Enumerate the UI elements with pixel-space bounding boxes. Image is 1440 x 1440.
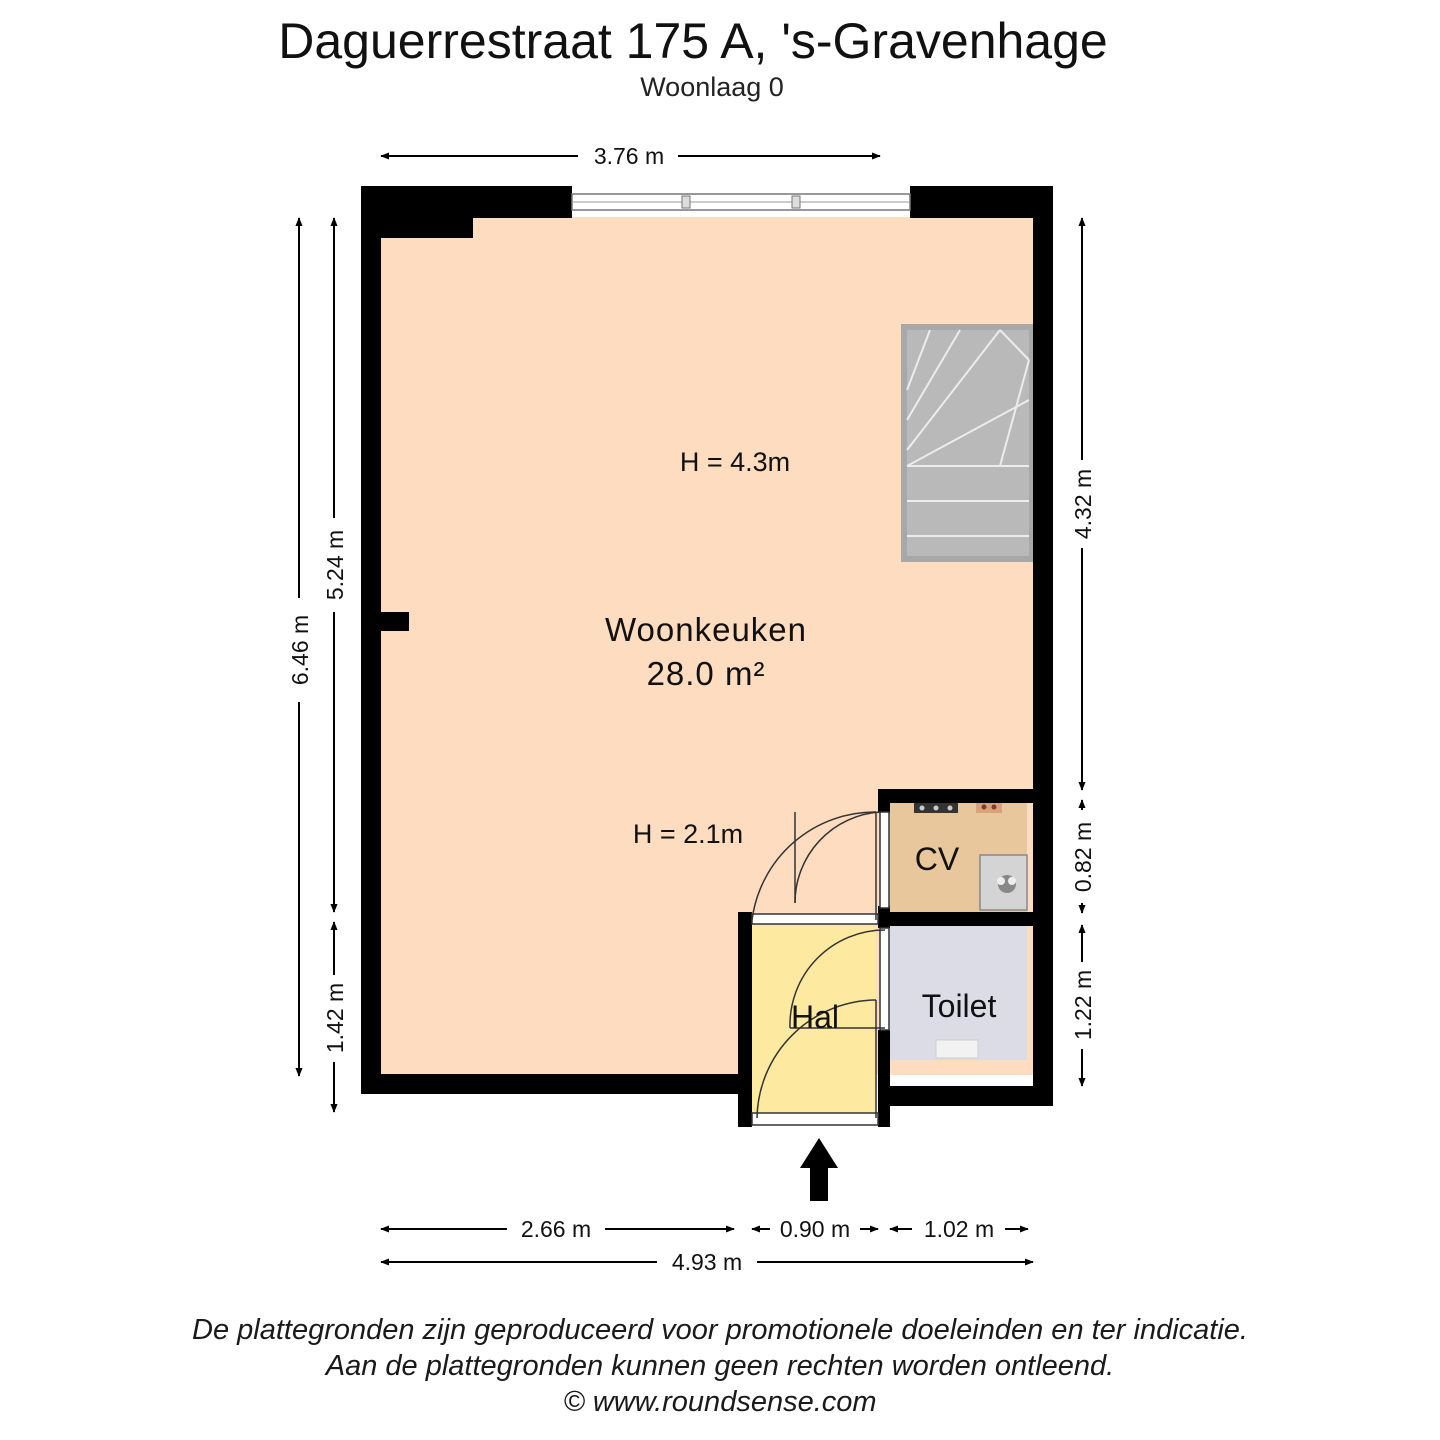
disclaimer-line-2: Aan de plattegronden kunnen geen rechten worden ontleend. <box>325 1350 1115 1382</box>
dim-left-upper: 5.24 m <box>322 529 348 601</box>
dim-top-width: 3.76 m <box>593 143 665 169</box>
dim-left-lower: 1.42 m <box>322 982 348 1054</box>
disclaimer <box>0 1312 1440 1420</box>
cv-name: CV <box>914 841 960 877</box>
dim-bottom-right: 1.02 m <box>923 1216 995 1242</box>
dim-bottom-total: 4.93 m <box>671 1249 743 1275</box>
dim-bottom-left: 2.66 m <box>520 1216 592 1242</box>
dim-left-total: 6.46 m <box>287 614 313 686</box>
height-upper-label: H = 4.3m <box>679 447 791 477</box>
dim-right-middle: 0.82 m <box>1070 821 1096 893</box>
floor-level-label: Woonlaag 0 <box>640 72 784 102</box>
copyright-line: © www.roundsense.com <box>563 1386 877 1418</box>
entrance-arrow-icon <box>800 1138 838 1201</box>
window <box>572 194 910 210</box>
dim-bottom-door: 0.90 m <box>779 1216 851 1242</box>
dim-right-lower: 1.22 m <box>1070 969 1096 1041</box>
toilet-icon <box>936 1040 978 1058</box>
dim-right-upper: 4.32 m <box>1070 468 1096 540</box>
boiler-icon <box>980 855 1027 910</box>
stove-icon <box>914 803 1002 813</box>
disclaimer-line-1: De plattegronden zijn geproduceerd voor promotionele doeleinden en ter indicatie. <box>192 1314 1248 1346</box>
woonkeuken-area: 28.0 m² <box>646 655 766 692</box>
height-lower-label: H = 2.1m <box>632 819 744 849</box>
page-title: Daguerrestraat 175 A, 's-Gravenhage <box>278 13 1108 69</box>
woonkeuken-name: Woonkeuken <box>604 611 808 648</box>
hal-name: Hal <box>790 999 840 1035</box>
toilet-name: Toilet <box>921 988 997 1024</box>
staircase-icon <box>901 324 1033 562</box>
